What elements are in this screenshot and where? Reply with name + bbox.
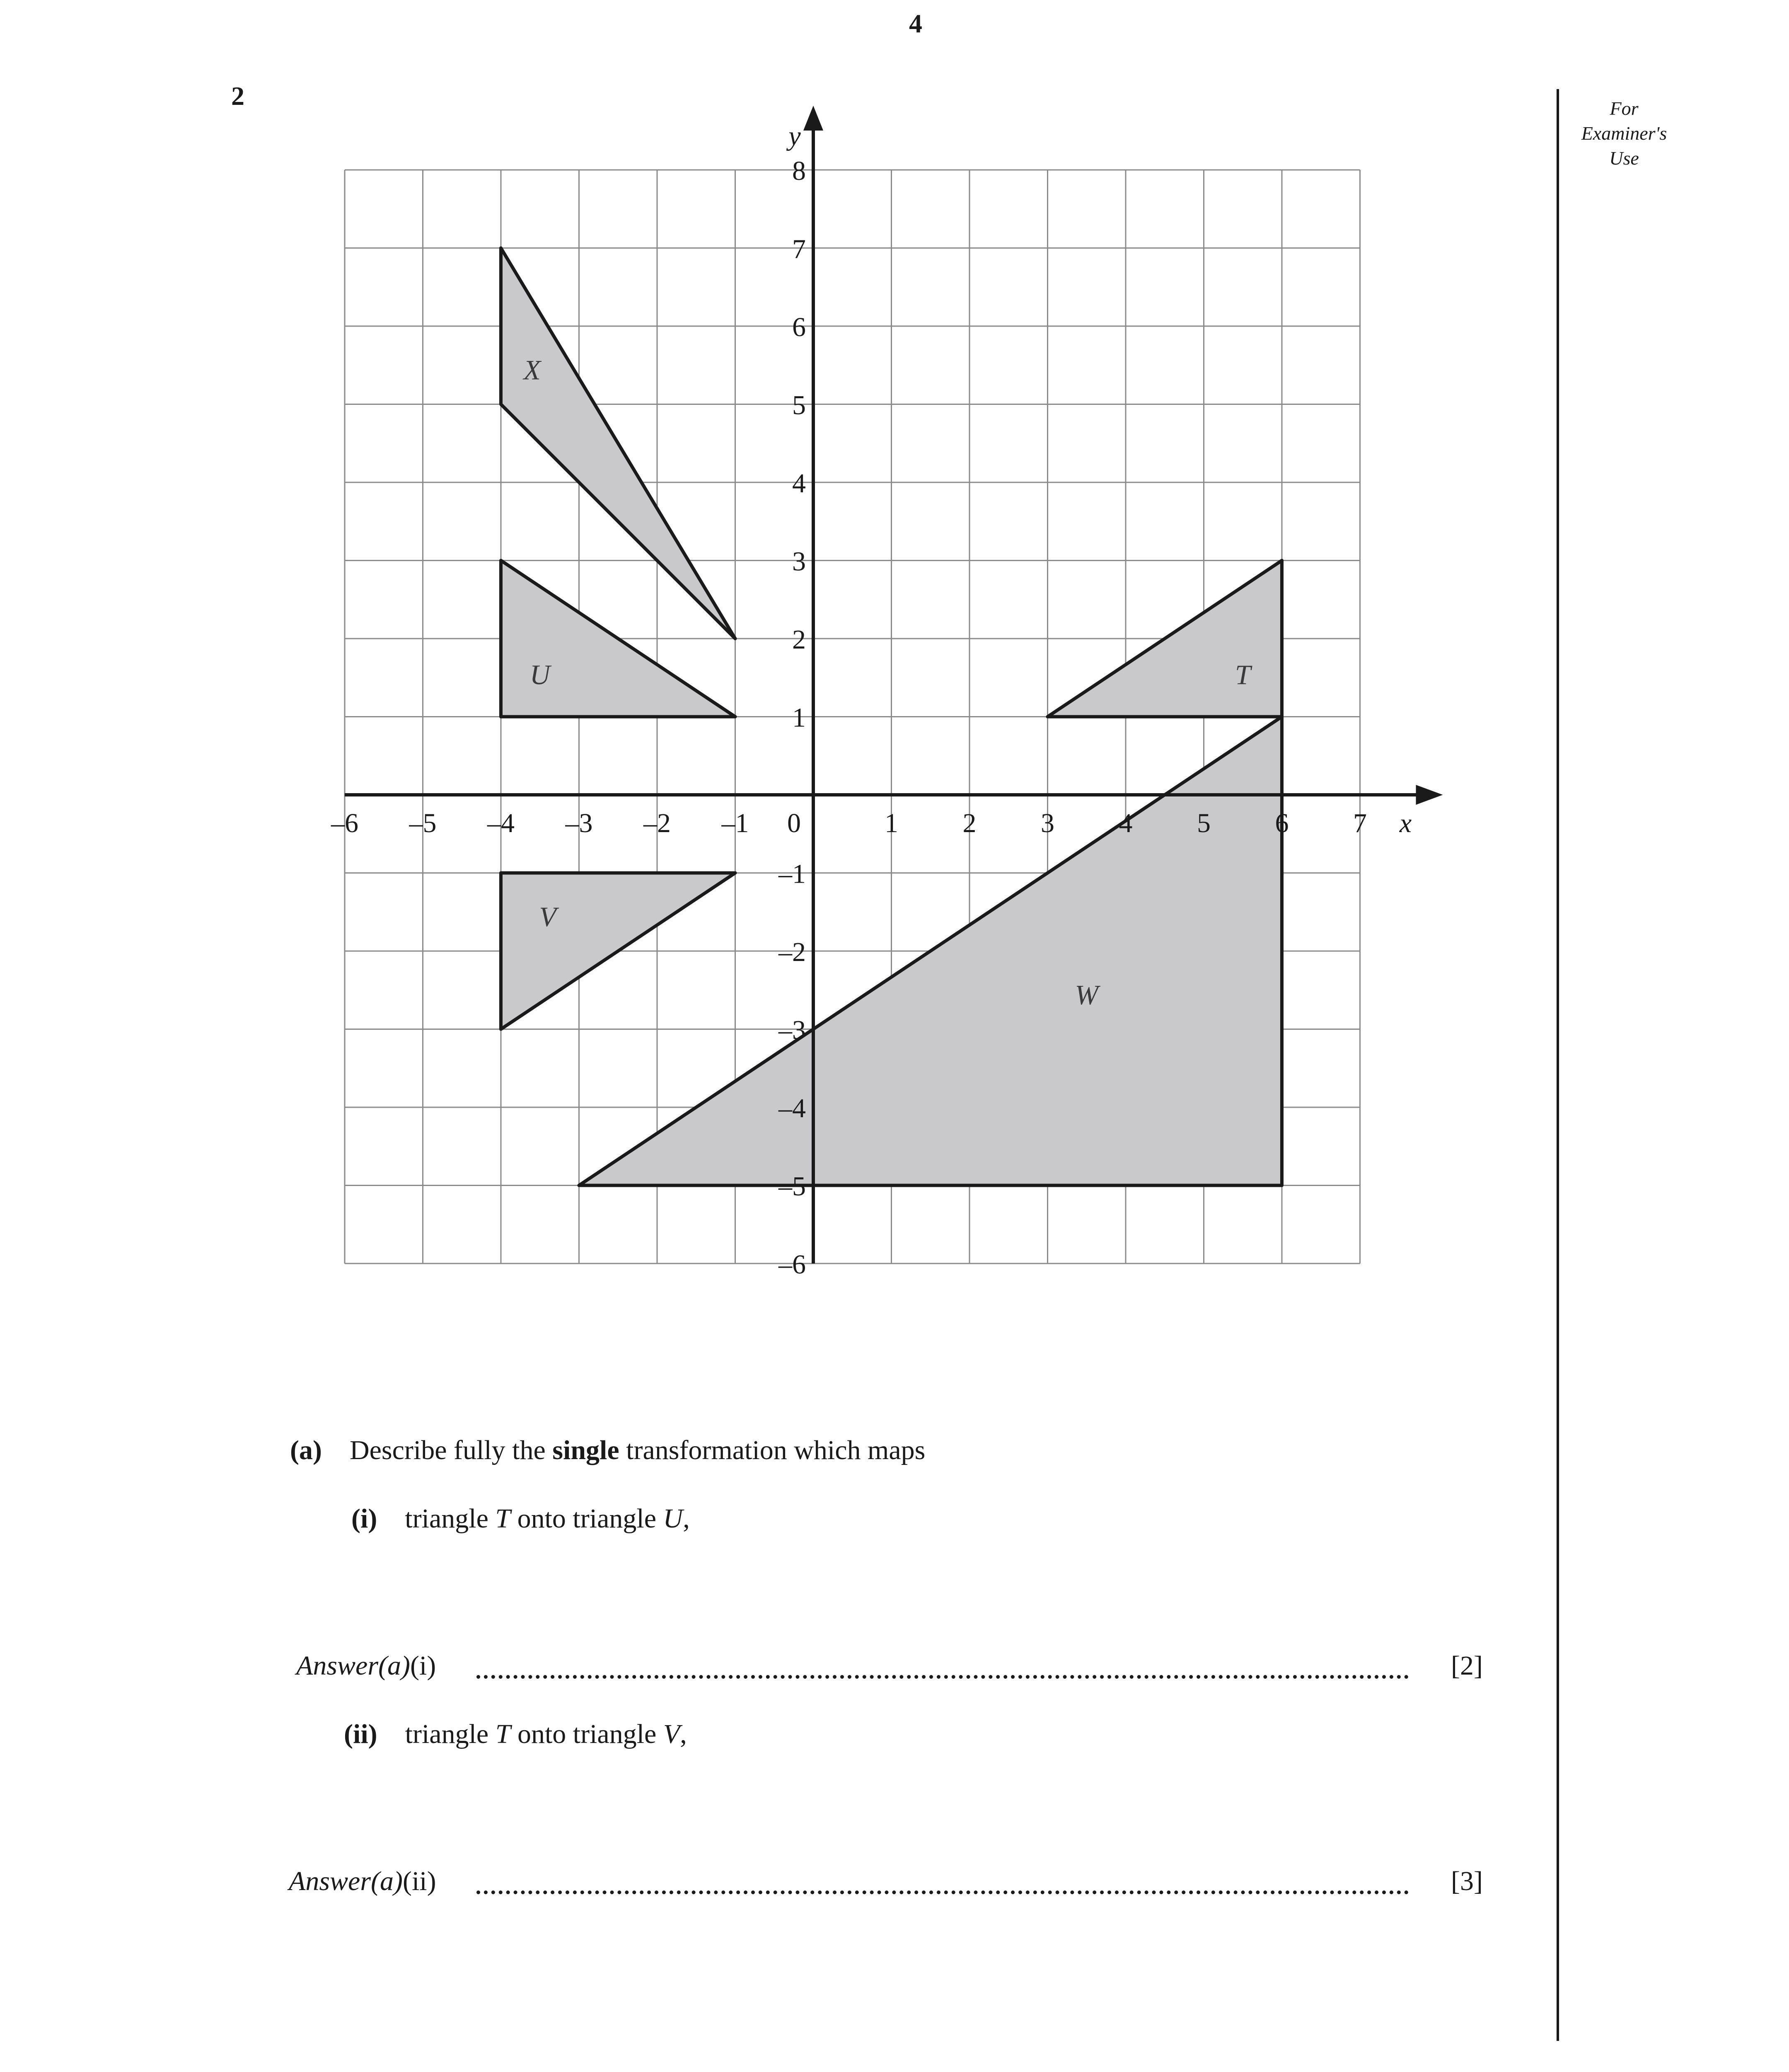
shape-name-T: T — [495, 1503, 511, 1534]
y-tick-label: 6 — [792, 312, 806, 342]
y-tick-label: 5 — [792, 390, 806, 421]
y-tick-label: –4 — [778, 1093, 806, 1123]
answer-a-i-line[interactable] — [476, 1675, 1409, 1679]
answer-a-ii-label — [289, 1866, 436, 1897]
sub-question-i — [351, 1503, 690, 1535]
triangle-label-T: T — [1235, 658, 1251, 690]
y-tick-label: –3 — [778, 1015, 806, 1046]
sub-i-label: (i) — [351, 1503, 377, 1534]
answer-i-part: (i) — [410, 1651, 436, 1681]
triangle-label-V: V — [539, 901, 556, 933]
x-tick-label: –6 — [331, 808, 358, 838]
answer-a-ii-line[interactable] — [476, 1890, 1409, 1894]
x-tick-label: 1 — [885, 808, 898, 838]
examiner-label-line: For — [1610, 98, 1639, 119]
x-axis-label: x — [1399, 808, 1412, 838]
triangle-label-X: X — [523, 354, 541, 386]
y-tick-label: –6 — [778, 1249, 806, 1280]
x-tick-label: 4 — [1119, 808, 1133, 838]
answer-ii-italic: Answer(a) — [289, 1866, 403, 1896]
part-a-label: (a) — [290, 1435, 322, 1465]
y-axis-label: y — [788, 121, 801, 151]
page-number: 4 — [909, 9, 922, 38]
x-tick-label: 2 — [962, 808, 977, 838]
y-tick-label: –5 — [778, 1171, 806, 1202]
x-tick-label: –1 — [721, 808, 749, 838]
part-a-emphasis: single — [552, 1435, 619, 1465]
sub-ii-prefix: triangle — [405, 1719, 489, 1749]
marks-a-ii: [3] — [1451, 1866, 1483, 1896]
answer-a-i-label — [296, 1650, 436, 1682]
shape-name-V: V — [663, 1719, 680, 1749]
x-tick-label: 7 — [1353, 808, 1367, 838]
x-tick-label: 6 — [1275, 808, 1289, 838]
x-tick-label: –3 — [565, 808, 593, 838]
y-tick-label: –2 — [778, 937, 806, 967]
x-tick-label: 3 — [1041, 808, 1054, 838]
x-axis-arrow — [1416, 785, 1443, 805]
answer-i-italic: Answer(a) — [296, 1651, 410, 1681]
examiner-label-line: Use — [1609, 148, 1639, 169]
sub-ii-end: , — [680, 1719, 687, 1749]
part-a-rest: transformation which maps — [626, 1435, 926, 1465]
y-tick-label: 3 — [792, 546, 806, 577]
sub-i-end: , — [683, 1503, 690, 1534]
triangle-label-W: W — [1075, 979, 1099, 1011]
shape-name-T: T — [495, 1719, 511, 1749]
y-axis-arrow — [803, 106, 823, 131]
triangle-label-U: U — [529, 658, 550, 690]
y-tick-label: –1 — [778, 859, 806, 889]
sub-ii-middle: onto triangle — [517, 1719, 657, 1749]
x-tick-label: –5 — [409, 808, 437, 838]
part-a-prompt — [290, 1435, 925, 1466]
question-number: 2 — [231, 81, 244, 111]
origin-label: 0 — [787, 808, 801, 838]
answer-ii-part: (ii) — [402, 1866, 436, 1896]
sub-question-ii — [344, 1719, 687, 1750]
sub-i-middle: onto triangle — [517, 1503, 657, 1534]
y-tick-label: 2 — [792, 625, 806, 655]
shape-name-U: U — [663, 1503, 683, 1534]
sub-ii-label: (ii) — [344, 1719, 377, 1749]
x-tick-label: –2 — [643, 808, 671, 838]
marks-a-i: [2] — [1451, 1651, 1483, 1681]
part-a-intro: Describe fully the — [349, 1435, 546, 1465]
x-tick-label: 5 — [1197, 808, 1211, 838]
x-tick-label: –4 — [487, 808, 515, 838]
sub-i-prefix: triangle — [405, 1503, 488, 1534]
examiner-label-line: Examiner's — [1581, 123, 1667, 144]
y-tick-label: 1 — [792, 702, 806, 733]
y-tick-label: 8 — [792, 156, 806, 186]
y-tick-label: 4 — [792, 468, 806, 499]
triangle-X — [501, 248, 735, 639]
y-tick-label: 7 — [792, 234, 806, 264]
